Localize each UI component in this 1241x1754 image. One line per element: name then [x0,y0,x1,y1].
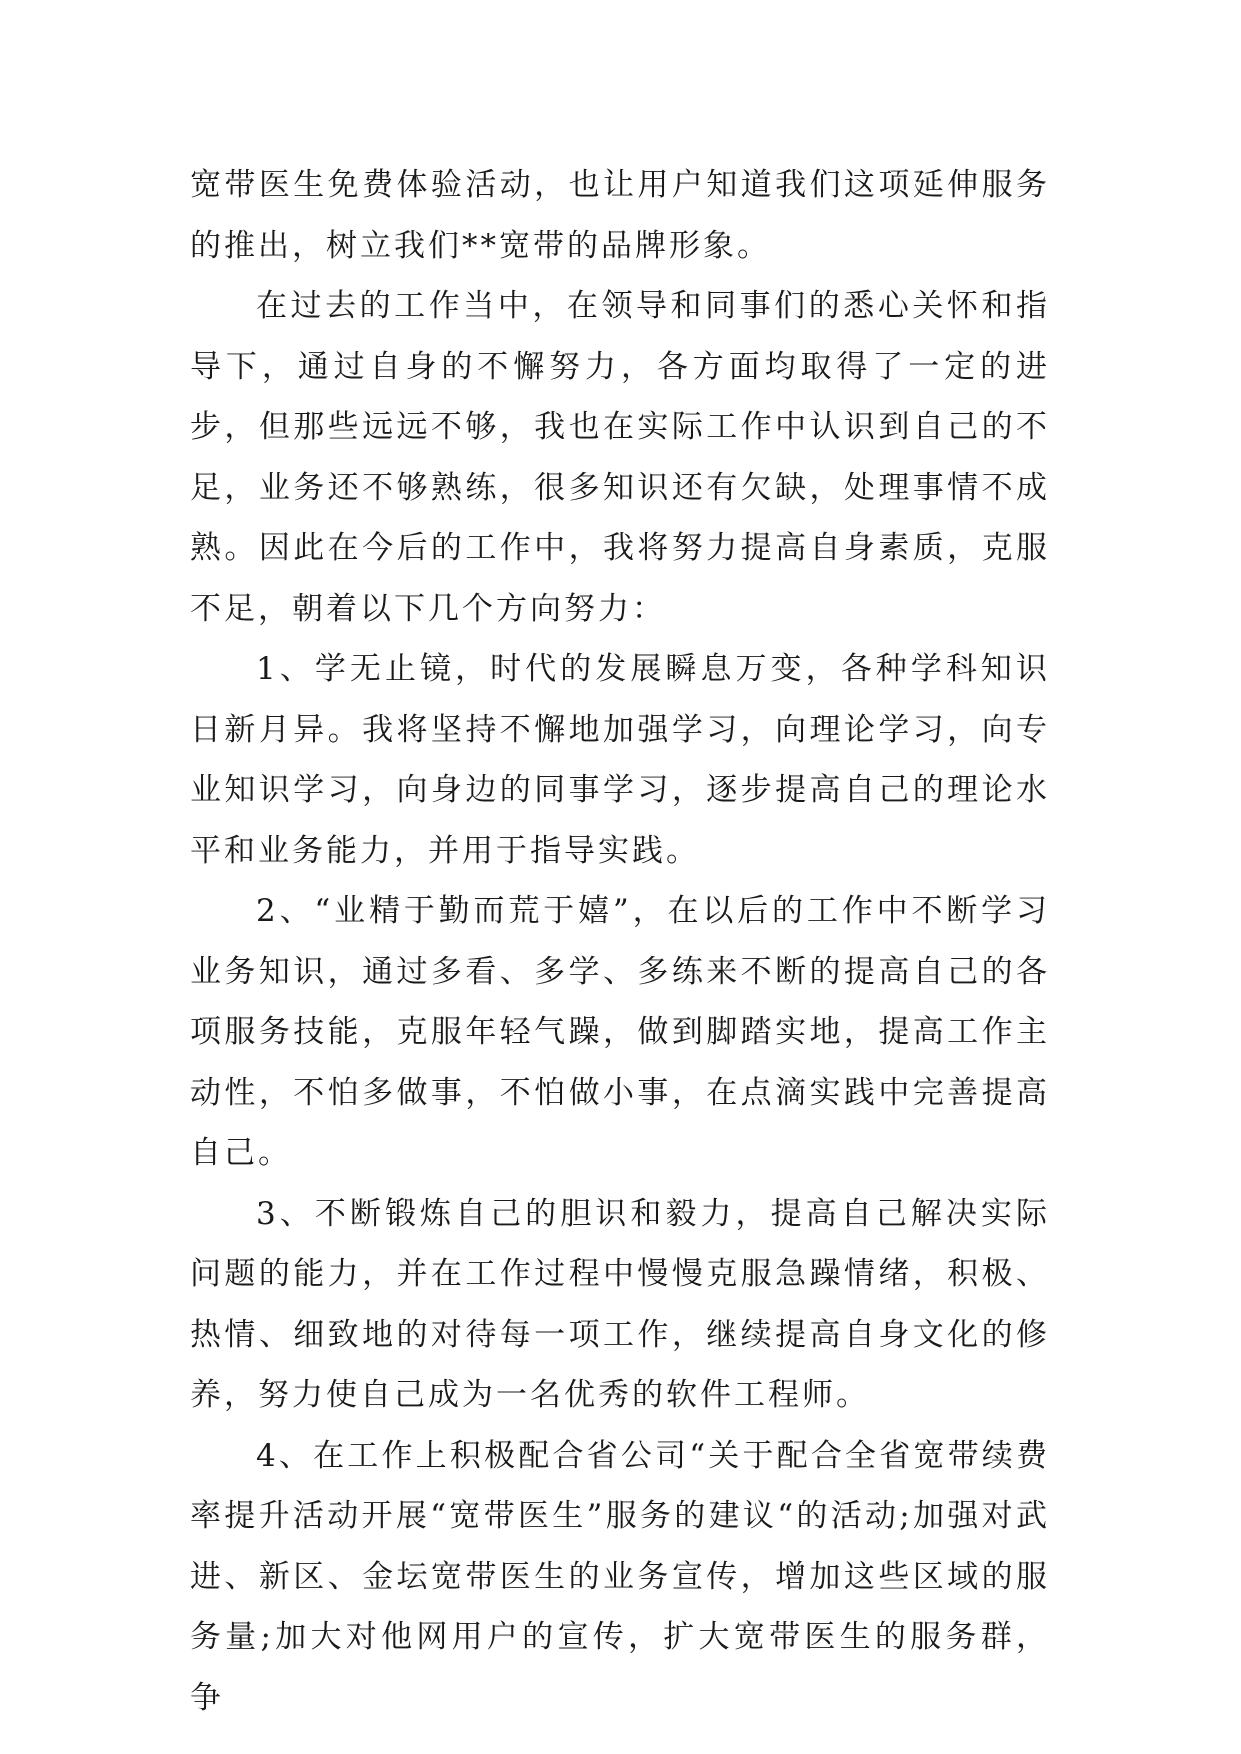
document-body [190,155,1050,1728]
paragraph-summary: 在过去的工作当中，在领导和同事们的悉心关怀和指导下，通过自身的不懈努力，各方面均取得了一定的进步，但那些远远不够，我也在实际工作中认识到自己的不足，业务还不够熟练，很多知识还有欠缺，处理事情不成熟。因此在今后的工作中，我将努力提高自身素质，克服不足，朝着以下几个方向努力： [190,288,1050,627]
paragraph-item-2: 2、“业精于勤而荒于嬉”，在以后的工作中不断学习业务知识，通过多看、多学、多练来不断的提高自己的各项服务技能，克服年轻气躁，做到脚踏实地，提高工作主动性，不怕多做事，不怕做小事，在点滴实践中完善提高自己。 [190,893,1050,1171]
paragraph-continuation: 宽带医生免费体验活动，也让用户知道我们这项延伸服务的推出，树立我们**宽带的品牌形象。 [190,167,1050,264]
paragraph-item-4: 4、在工作上积极配合省公司“关于配合全省宽带续费率提升活动开展“宽带医生”服务的建议“的活动;加强对武进、新区、金坛宽带医生的业务宣传，增加这些区域的服务量;加大对他网用户的宣传，扩大宽带医生的服务群，争 [190,1437,1050,1716]
paragraph-item-1: 1、学无止镜，时代的发展瞬息万变，各种学科知识日新月异。我将坚持不懈地加强学习，向理论学习，向专业知识学习，向身边的同事学习，逐步提高自己的理论水平和业务能力，并用于指导实践。 [190,651,1050,869]
paragraph-item-3: 3、不断锻炼自己的胆识和毅力，提高自己解决实际问题的能力，并在工作过程中慢慢克服急躁情绪，积极、热情、细致地的对待每一项工作，继续提高自身文化的修养，努力使自己成为一名优秀的软件工程师。 [190,1195,1050,1413]
